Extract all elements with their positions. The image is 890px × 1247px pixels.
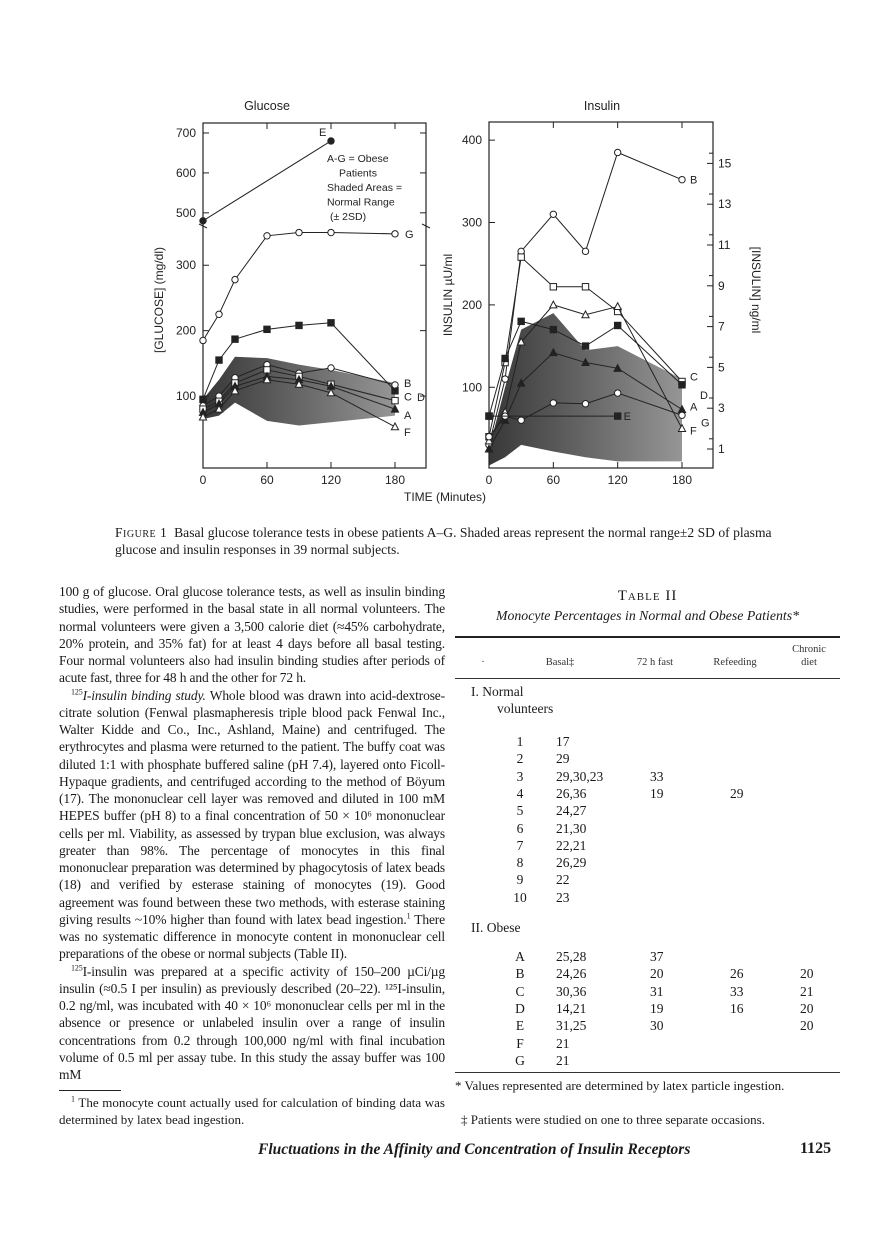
y-tick-label: 700	[175, 125, 196, 140]
right-y-tick-label: 9	[718, 278, 725, 293]
table-cell: 20	[800, 1000, 814, 1016]
series-label-B: B	[404, 377, 412, 390]
data-point-D	[200, 396, 206, 402]
footnote-mark: 1	[71, 1094, 75, 1104]
data-point-G	[328, 229, 334, 235]
y-tick-label: 400	[461, 133, 482, 148]
table-cell: 26,36	[556, 785, 587, 801]
table-cell: 21	[556, 1052, 570, 1068]
group-label-cont: volunteers	[497, 701, 554, 717]
y-tick-label: 200	[461, 297, 482, 312]
table-row	[455, 983, 840, 1000]
row-label: D	[515, 1000, 525, 1016]
data-point-D	[216, 357, 222, 363]
data-point-C	[392, 397, 398, 403]
data-point-D	[264, 326, 270, 332]
superscript: 125	[71, 687, 83, 696]
data-point-D	[296, 322, 302, 328]
series-label-C: C	[690, 371, 698, 384]
data-point-C	[518, 254, 524, 260]
table-row	[455, 889, 840, 906]
data-point-D	[550, 326, 556, 332]
table-row	[455, 948, 840, 965]
series-label-D: D	[417, 391, 425, 404]
x-tick-label: 180	[671, 473, 693, 487]
x-tick-label: 120	[320, 473, 342, 487]
right-y-tick-label: 1	[718, 442, 725, 456]
data-point-E	[328, 138, 334, 144]
table-footnote-2: ‡ Patients were studied on one to three separate occasions.	[461, 1112, 765, 1127]
table-row	[455, 1035, 840, 1052]
table-cell: 33	[730, 983, 744, 999]
data-point-C	[582, 284, 588, 290]
table-header-basal: Basal‡	[545, 657, 575, 668]
group-normal-volunteers	[471, 683, 553, 718]
data-point-D	[328, 320, 334, 326]
insulin-chart-title: Insulin	[583, 99, 621, 113]
data-point-G	[550, 400, 556, 406]
x-tick-label: 0	[199, 473, 207, 487]
row-label: E	[515, 1018, 525, 1034]
series-label-B: B	[690, 174, 698, 187]
row-label: 8	[516, 855, 524, 871]
data-point-C	[550, 284, 556, 290]
table-header-refeeding: Refeeding	[713, 657, 757, 668]
right-y-tick-label: 13	[718, 197, 732, 212]
table-cell: 17	[556, 734, 570, 749]
superscript: 125	[71, 963, 83, 972]
group-obese: II. Obese	[471, 920, 521, 935]
table-footnote-1: * Values represented are determined by latex particle ingestion.	[455, 1078, 785, 1093]
table-cell: 22	[556, 872, 570, 888]
data-point-E	[614, 413, 620, 419]
data-point-F	[550, 301, 557, 308]
series-label-C: C	[404, 391, 412, 404]
table-row	[455, 802, 840, 819]
data-point-G	[614, 390, 620, 396]
table-row	[455, 1017, 840, 1034]
running-title: Fluctuations in the Affinity and Concentration of Insulin Receptors	[258, 1141, 691, 1158]
series-label-A: A	[404, 410, 412, 423]
y-tick-label: 300	[175, 258, 196, 273]
y-tick-label: 100	[175, 389, 196, 404]
data-point-D	[518, 318, 524, 324]
table-cell: 31,25	[556, 1018, 587, 1034]
table-row	[455, 1052, 840, 1069]
table-ii	[455, 588, 840, 1068]
section-heading: I-insulin binding study.	[82, 687, 206, 703]
row-label: B	[515, 966, 525, 982]
table-cell: 23	[556, 889, 570, 905]
figure-1	[0, 0, 890, 520]
data-point-G	[200, 337, 206, 343]
table-header-72h-fast: 72 h fast	[636, 657, 674, 668]
right-y-tick-label: 15	[718, 156, 732, 171]
data-point-F	[391, 423, 398, 430]
paragraph	[59, 963, 445, 1084]
time-x-axis-label: TIME (Minutes)	[403, 490, 487, 504]
table-cell: 29	[730, 785, 744, 801]
page-number: 1125	[800, 1140, 832, 1157]
insulin-right-y-axis-label: [INSULIN] ng/ml	[749, 246, 763, 334]
table-cell: 20	[800, 966, 814, 982]
table-cell: 29,30,23	[556, 768, 604, 784]
table-header-blank: ·	[481, 657, 485, 668]
x-tick-label: 60	[260, 473, 274, 487]
legend-text: Normal Range	[327, 196, 395, 209]
footnote-text: The monocyte count actually used for calculation of binding data was determined by latex bead ingestion.	[59, 1095, 445, 1127]
table-cell: 24,26	[556, 966, 587, 982]
data-point-B	[582, 248, 588, 254]
row-label: 9	[516, 872, 524, 888]
row-label: 6	[516, 820, 524, 836]
legend-text: Shaded Areas =	[327, 182, 403, 194]
table-row	[455, 1000, 840, 1017]
data-point-G	[264, 233, 270, 239]
x-tick-label: 120	[607, 473, 628, 487]
right-y-tick-label: 11	[718, 238, 731, 252]
y-tick-label: 100	[461, 380, 482, 395]
series-label-A: A	[690, 401, 698, 414]
table-row	[455, 768, 840, 785]
data-point-G	[232, 276, 238, 282]
table-cell: 33	[650, 768, 664, 784]
series-line-E	[203, 141, 331, 221]
data-point-F	[614, 303, 621, 310]
data-point-D	[502, 355, 508, 361]
legend-text: A-G = Obese	[327, 153, 389, 165]
series-label-G: G	[405, 228, 414, 241]
data-point-D	[232, 336, 238, 342]
x-tick-label: 180	[384, 473, 406, 487]
footnote	[59, 1095, 445, 1128]
data-point-G	[486, 433, 492, 439]
data-point-B	[392, 382, 398, 388]
table-header-chronic-diet: Chronic diet	[792, 644, 826, 668]
right-y-tick-label: 3	[718, 401, 725, 416]
table-cell: 21,30	[556, 820, 587, 836]
row-label: 1	[516, 734, 524, 749]
y-tick-label: 600	[175, 165, 196, 180]
table-row	[455, 854, 840, 871]
row-label: C	[515, 983, 525, 999]
data-point-G	[518, 417, 524, 423]
table-cell: 24,27	[556, 803, 587, 819]
table-cell: 26,29	[556, 855, 587, 871]
row-label: 7	[516, 837, 524, 853]
insulin-y-axis-label: INSULIN µU/ml	[441, 253, 455, 337]
footnote-ref: 1	[406, 911, 411, 921]
table-row	[455, 837, 840, 854]
table-cell: 19	[650, 785, 664, 801]
table-top-rule	[455, 636, 840, 638]
table-row	[455, 750, 840, 767]
table-cell: 30	[650, 1018, 664, 1034]
row-label: G	[515, 1052, 525, 1068]
table-row	[455, 871, 840, 888]
data-point-G	[296, 229, 302, 235]
row-label: 3	[516, 768, 524, 784]
row-label: 5	[516, 803, 524, 819]
table-cell: 22,21	[556, 837, 587, 853]
body-text-column	[59, 583, 445, 1083]
row-label: F	[516, 1035, 524, 1051]
table-title: Table II	[617, 588, 678, 604]
table-cell: 29	[556, 751, 570, 767]
row-label: 2	[516, 751, 524, 767]
footnote-divider	[59, 1090, 121, 1091]
paragraph	[59, 687, 445, 963]
data-point-G	[679, 412, 685, 418]
x-tick-label: 0	[485, 473, 493, 487]
table-cell: 20	[800, 1018, 814, 1034]
table-cell: 37	[650, 949, 664, 964]
table-cell: 14,21	[556, 1000, 587, 1016]
x-tick-label: 60	[546, 473, 561, 487]
data-point-B	[328, 365, 334, 371]
right-y-tick-label: 5	[718, 360, 725, 375]
data-point-G	[392, 231, 398, 237]
figure-caption-text: Basal glucose tolerance tests in obese patients A–G. Shaded areas represent the normal range±2 SD of plasma glucose and insulin responses in 39 normal subjects.	[115, 525, 772, 557]
figure-caption-label: Figure 1	[115, 525, 168, 540]
data-point-E	[486, 413, 492, 419]
data-point-B	[550, 211, 556, 217]
paragraph: 100 g of glucose. Oral glucose tolerance tests, as well as insulin binding studies, were performed in the basal state in all normal volunteers. The normal volunteers were given a 3,500 calorie diet (≈45% carbohydrate, 20% protein, and 35% fat) for at least 4 days before all basal testing. Four normal volunteers also had insulin binding studies after periods of acute fast, three for 48 h and the other for 72 h.	[59, 584, 445, 686]
legend-text: Patients	[339, 167, 377, 180]
table-row	[455, 785, 840, 802]
table-cell: 31	[650, 983, 664, 999]
data-point-D	[679, 382, 685, 388]
figure-caption	[115, 524, 785, 558]
table-bottom-rule	[455, 1072, 840, 1073]
table-cell: 20	[650, 966, 664, 982]
data-point-E	[200, 218, 206, 224]
y-tick-label: 500	[175, 205, 196, 220]
series-label-G: G	[701, 417, 710, 430]
table-cell: 25,28	[556, 949, 587, 964]
normal-range-shaded-area	[203, 357, 395, 426]
table-cell: 30,36	[556, 983, 587, 999]
series-label-F: F	[404, 426, 411, 439]
right-y-tick-label: 7	[718, 319, 725, 334]
series-label-E: E	[623, 411, 632, 424]
data-point-B	[614, 149, 620, 155]
table-row	[455, 733, 840, 750]
row-label: 10	[513, 889, 527, 905]
data-point-G	[216, 311, 222, 317]
table-header-rule	[455, 678, 840, 679]
table-cell: 19	[650, 1000, 664, 1016]
data-point-B	[679, 176, 685, 182]
series-label-E: E	[319, 126, 327, 139]
data-point-B	[502, 376, 508, 382]
series-label-D: D	[700, 389, 708, 402]
legend-text: (± 2SD)	[330, 211, 367, 223]
y-tick-label: 300	[461, 215, 482, 230]
glucose-chart-title: Glucose	[244, 99, 290, 113]
y-tick-label: 200	[175, 323, 196, 338]
group-label: I. Normal	[471, 684, 524, 699]
table-cell: 16	[730, 1000, 744, 1016]
table-cell: 21	[800, 983, 814, 999]
data-point-G	[582, 401, 588, 407]
data-point-D	[614, 322, 620, 328]
paragraph-text: I-insulin was prepared at a specific activity of 150–200 µCi/µg insulin (≈0.5 I per insulin) as previously described (20–22). ¹²⁵I-insulin, 0.2 ng/ml, was incubated with 40 × 10⁶ mononuclear cells per ml in the absence or presence or unlabeled insulin over a range of insulin concentrations from 0.2 through 100,000 ng/ml with final incubation volume of 0.5 ml per assay tube. In this study the assay buffer was 100 mM	[59, 963, 445, 1082]
table-cell: 21	[556, 1035, 570, 1051]
glucose-y-axis-label: [GLUCOSE] (mg/dl)	[152, 246, 166, 354]
table-row	[455, 965, 840, 982]
paragraph-text: Whole blood was drawn into acid-dextrose-citrate solution (Fenwal plasmapheresis triple blood pack Fenwal Inc., Walter Kidde and Co., Inc., Ashland, Maine) and centrifuged. The erythrocytes and plasma were returned to the patient. The buffy coat was diluted 1:1 with phosphate buffered saline (pH 7.4), layered onto Ficoll-Hypaque gradients, and centrifuged according to the method of Böyum (17). The mononuclear cell layer was removed and diluted in 100 mM HEPES buffer (pH 8) to a final concentration of 50 × 10⁶ mononuclear cells per ml. Viability, as assessed by trypan blue exclusion, was always greater than 98%. The percentage of monocytes in this final mononuclear preparation was determined by phagocytosis of latex beads (18) and verified by esterase staining of monocytes (19). Good agreement was found between these two methods, with esterase staining giving results ~10% higher than found with latex bead ingestion.	[59, 687, 445, 927]
data-point-D	[582, 343, 588, 349]
table-cell: 26	[730, 966, 744, 982]
series-label-F: F	[690, 425, 697, 438]
row-label: A	[515, 949, 525, 964]
table-subtitle: Monocyte Percentages in Normal and Obese Patients*	[496, 608, 799, 623]
row-label: 4	[516, 785, 524, 801]
paragraph-text: There was no systematic difference in monocyte content in mononuclear cell preparations of the obese or normal subjects (Table II).	[59, 911, 445, 962]
table-row	[455, 820, 840, 837]
